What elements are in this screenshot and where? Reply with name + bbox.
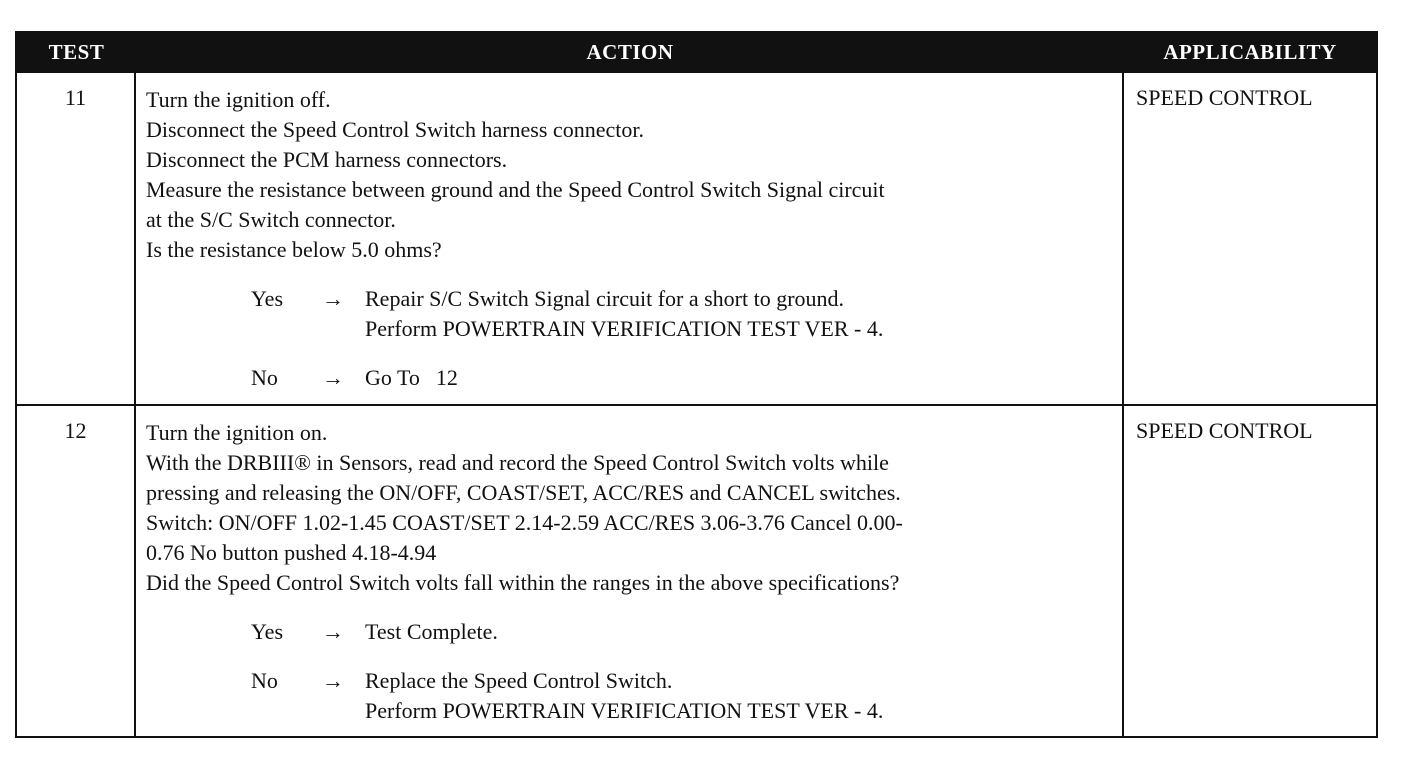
action-cell bbox=[136, 406, 1124, 736]
no-label: No bbox=[251, 365, 278, 390]
yes-result bbox=[365, 284, 1116, 344]
action-step: 0.76 No button pushed 4.18-4.94 bbox=[146, 540, 437, 565]
result-line: Perform POWERTRAIN VERIFICATION TEST VER - 4. bbox=[365, 698, 884, 723]
test-number: 11 bbox=[17, 73, 136, 404]
action-step: Turn the ignition off. bbox=[146, 87, 331, 112]
header-applicability: APPLICABILITY bbox=[1163, 39, 1337, 64]
no-result bbox=[365, 363, 1116, 393]
yes-label: Yes bbox=[251, 619, 284, 644]
no-answer bbox=[251, 666, 1116, 726]
action-step: Measure the resistance between ground and the Speed Control Switch Signal circuit bbox=[146, 177, 885, 202]
action-step: Is the resistance below 5.0 ohms? bbox=[146, 237, 442, 262]
right-arrow-icon: → bbox=[322, 668, 344, 693]
test-row-11 bbox=[17, 71, 1376, 404]
applicability-cell: SPEED CONTROL bbox=[1136, 418, 1313, 443]
yes-label: Yes bbox=[251, 286, 284, 311]
result-line: Perform POWERTRAIN VERIFICATION TEST VER - 4. bbox=[365, 316, 884, 341]
action-step: at the S/C Switch connector. bbox=[146, 207, 396, 232]
action-step: Disconnect the Speed Control Switch harness connector. bbox=[146, 117, 644, 142]
test-number: 12 bbox=[17, 406, 136, 736]
no-answer bbox=[251, 363, 1116, 393]
result-line: Test Complete. bbox=[365, 619, 498, 644]
action-step: Turn the ignition on. bbox=[146, 420, 328, 445]
goto-text: Go To bbox=[365, 365, 420, 390]
yes-result bbox=[365, 617, 1116, 647]
action-step: With the DRBIII® in Sensors, read and record the Speed Control Switch volts while bbox=[146, 450, 889, 475]
action-cell bbox=[136, 73, 1124, 404]
action-step: Switch: ON/OFF 1.02-1.45 COAST/SET 2.14-2.59 ACC/RES 3.06-3.76 Cancel 0.00- bbox=[146, 510, 903, 535]
diagnostic-test-table bbox=[15, 31, 1378, 738]
table-header-row bbox=[17, 33, 1376, 71]
right-arrow-icon: → bbox=[322, 619, 344, 644]
result-line: Replace the Speed Control Switch. bbox=[365, 668, 673, 693]
goto-test-number: 12 bbox=[435, 365, 458, 390]
right-arrow-icon: → bbox=[322, 286, 344, 311]
no-label: No bbox=[251, 668, 278, 693]
yes-answer bbox=[251, 284, 1116, 344]
header-action: ACTION bbox=[586, 39, 674, 64]
action-step: pressing and releasing the ON/OFF, COAST/SET, ACC/RES and CANCEL switches. bbox=[146, 480, 901, 505]
applicability-cell: SPEED CONTROL bbox=[1136, 85, 1313, 110]
header-test: TEST bbox=[48, 39, 105, 64]
right-arrow-icon: → bbox=[322, 365, 344, 390]
no-result bbox=[365, 666, 1116, 726]
yes-answer bbox=[251, 617, 1116, 647]
result-line: Repair S/C Switch Signal circuit for a short to ground. bbox=[365, 286, 845, 311]
action-step: Did the Speed Control Switch volts fall within the ranges in the above specifications? bbox=[146, 570, 900, 595]
action-step: Disconnect the PCM harness connectors. bbox=[146, 147, 508, 172]
test-row-12 bbox=[17, 404, 1376, 736]
